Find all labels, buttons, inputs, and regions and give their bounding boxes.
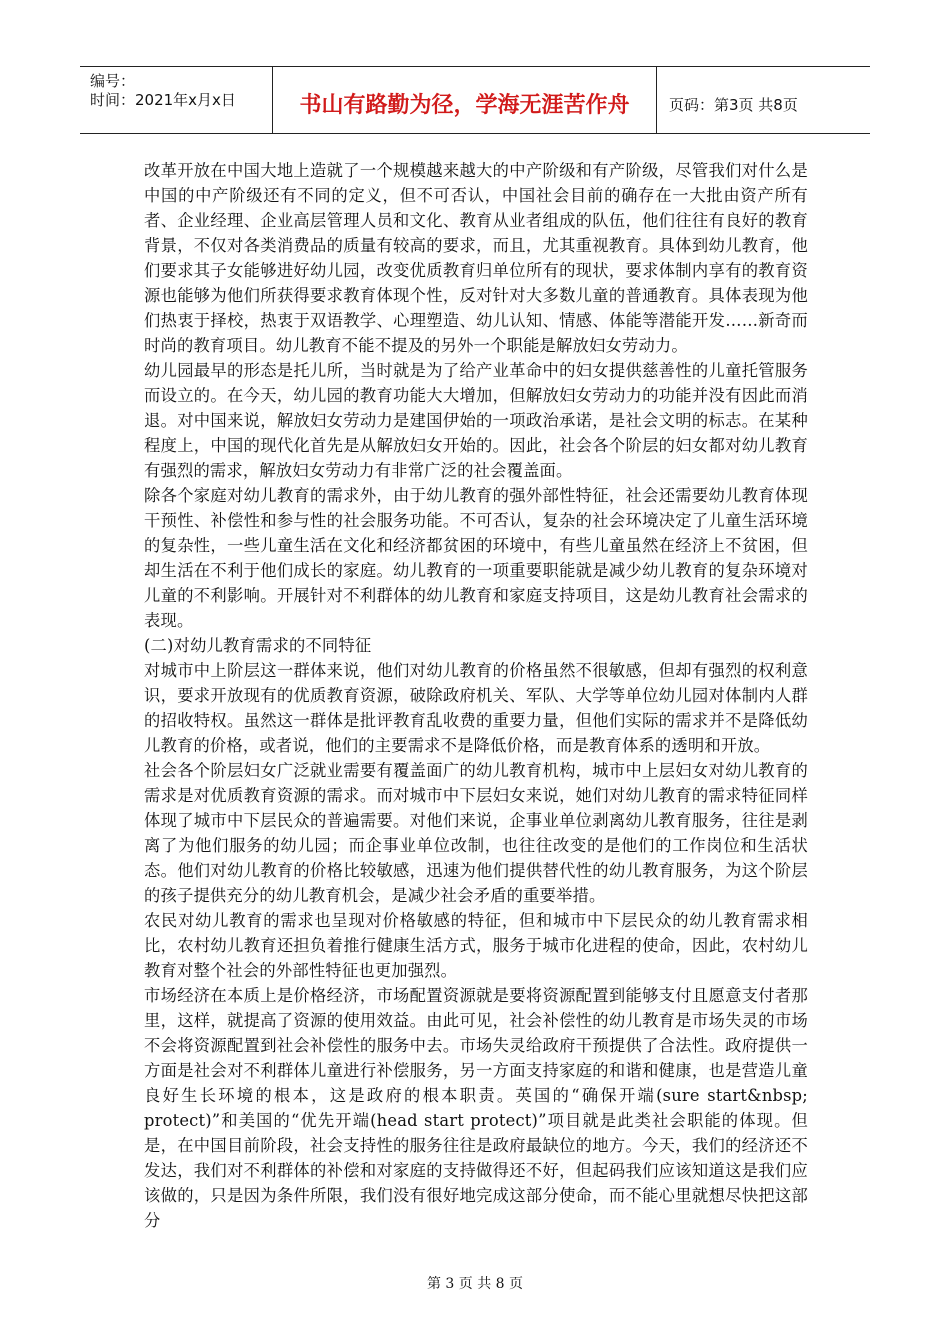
page-header xyxy=(80,66,870,134)
paragraph: 对城市中上阶层这一群体来说，他们对幼儿教育的价格虽然不很敏感，但却有强烈的权利意识，要求开放现有的优质教育资源，破除政府机关、军队、大学等单位幼儿园对体制内人群的招收特权。虽然这一群体是批评教育乱收费的重要力量，但他们实际的需求并不是降低幼儿教育的价格，或者说，他们的主要需求不是降低价格，而是教育体系的透明和开放。 xyxy=(144,661,808,755)
paragraph: 市场经济在本质上是价格经济，市场配置资源就是要将资源配置到能够支付且愿意支付者那里，这样，就提高了资源的使用效益。由此可见，社会补偿性的幼儿教育是市场失灵的市场不会将资源配置到社会补偿性的服务中去。市场失灵给政府干预提供了合法性。政府提供一方面是社会对不利群体儿童进行补偿服务，另一方面支持家庭的和谐和健康，也是营造儿童良好生长环境的根本，这是政府的根本职责。英国的“确保开端(sure start&nbsp; protect)”和美国的“优先开端(head start protect)”项目就是此类社会职能的体现。但是，在中国目前阶段，社会支持性的服务往往是政府最缺位的地方。今天，我们的经济还不发达，我们对不利群体的补偿和对家庭的支持做得还不好，但起码我们应该知道这是我们应该做的，只是因为条件所限，我们没有很好地完成这部分使命，而不能心里就想尽快把这部分 xyxy=(144,986,808,1230)
paragraph: 幼儿园最早的形态是托儿所，当时就是为了给产业革命中的妇女提供慈善性的儿童托管服务而设立的。在今天，幼儿园的教育功能大大增加，但解放妇女劳动力的功能并没有因此而消退。对中国来说，解放妇女劳动力是建国伊始的一项政治承诺，是社会文明的标志。在某种程度上，中国的现代化首先是从解放妇女开始的。因此，社会各个阶层的妇女都对幼儿教育有强烈的需求，解放妇女劳动力有非常广泛的社会覆盖面。 xyxy=(144,361,808,480)
document-number-label: 编号： xyxy=(90,72,136,90)
header-meta xyxy=(80,67,273,133)
document-body xyxy=(144,158,808,1233)
header-motto: 书山有路勤为径，学海无涯苦作舟 xyxy=(273,67,657,133)
header-page-info: 页码：第3页 共8页 xyxy=(669,95,798,114)
page-footer: 第 3 页 共 8 页 xyxy=(426,1276,524,1292)
paragraph: 除各个家庭对幼儿教育的需求外，由于幼儿教育的强外部性特征，社会还需要幼儿教育体现干预性、补偿性和参与性的社会服务功能。不可否认，复杂的社会环境决定了儿童生活环境的复杂性，一些儿童生活在文化和经济都贫困的环境中，有些儿童虽然在经济上不贫困，但却生活在不利于他们成长的家庭。幼儿教育的一项重要职能就是减少幼儿教育的复杂环境对儿童的不利影响。开展针对不利群体的幼儿教育和家庭支持项目，这是幼儿教育社会需求的表现。 xyxy=(144,486,808,630)
paragraph: 社会各个阶层妇女广泛就业需要有覆盖面广的幼儿教育机构，城市中上层妇女对幼儿教育的需求是对优质教育资源的需求。而对城市中下层妇女来说，她们对幼儿教育的需求特征同样体现了城市中下层民众的普遍需要。对他们来说，企事业单位剥离幼儿教育服务，往往是剥离了为他们服务的幼儿园；而企事业单位改制，也往往改变的是他们的工作岗位和生活状态。他们对幼儿教育的价格比较敏感，迅速为他们提供替代性的幼儿教育服务，为这个阶层的孩子提供充分的幼儿教育机会，是减少社会矛盾的重要举措。 xyxy=(144,761,808,905)
paragraph: 农民对幼儿教育的需求也呈现对价格敏感的特征，但和城市中下层民众的幼儿教育需求相比，农村幼儿教育还担负着推行健康生活方式，服务于城市化进程的使命，因此，农村幼儿教育对整个社会的外部性特征也更加强烈。 xyxy=(144,911,808,980)
paragraph: 改革开放在中国大地上造就了一个规模越来越大的中产阶级和有产阶级，尽管我们对什么是中国的中产阶级还有不同的定义，但不可否认，中国社会目前的确存在一大批由资产所有者、企业经理、企业高层管理人员和文化、教育从业者组成的队伍，他们往往有良好的教育背景，不仅对各类消费品的质量有较高的要求，而且，尤其重视教育。具体到幼儿教育，他们要求其子女能够进好幼儿园，改变优质教育归单位所有的现状，要求体制内享有的教育资源也能够为他们所获得要求教育体现个性，反对针对大多数儿童的普通教育。具体表现为他们热衷于择校，热衷于双语教学、心理塑造、幼儿认知、情感、体能等潜能开发……新奇而时尚的教育项目。幼儿教育不能不提及的另外一个职能是解放妇女劳动力。 xyxy=(144,161,808,355)
section-heading: (二)对幼儿教育需求的不同特征 xyxy=(144,636,372,655)
document-date-label: 时间：2021年x月x日 xyxy=(90,91,236,109)
